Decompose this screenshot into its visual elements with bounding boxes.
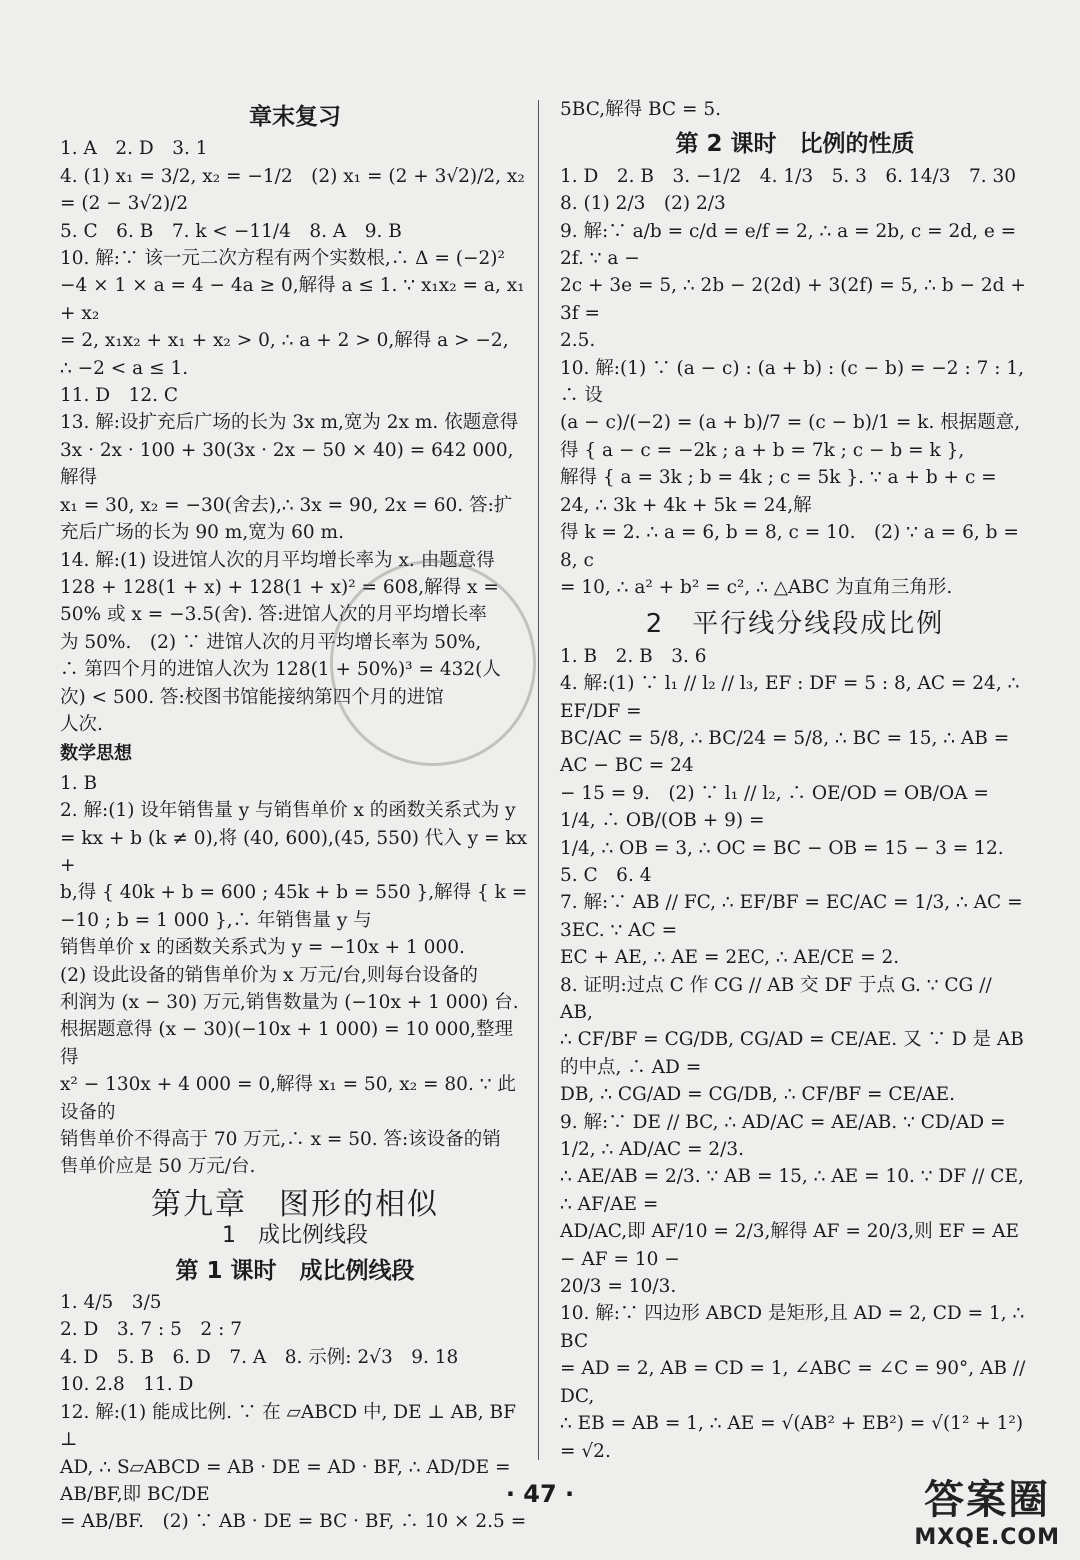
answer-line: 销售单价 x 的函数关系式为 y = −10x + 1 000. xyxy=(60,937,465,959)
answer-line: 2c + 3e = 5, ∴ 2b − 2(2d) + 3(2f) = 5, ∴ b − 2d + 3f = xyxy=(560,275,1026,324)
answer-line: (a − c)/(−2) = (a + b)/7 = (c − b)/1 = k. 根据题意,得 { a − c = −2k ; a + b = 7k ; c − b = k }, xyxy=(560,412,1021,461)
answer-line: BC/AC = 5/8, ∴ BC/24 = 5/8, ∴ BC = 15, ∴ AB = AC − BC = 24 xyxy=(560,727,1010,777)
left-column xyxy=(60,96,530,1536)
answer-line: 次) < 500. 答:校图书馆能接纳第四个月的进馆 xyxy=(60,686,444,708)
answer-line: 3x · 2x · 100 + 30(3x · 2x − 50 × 40) = 642 000,解得 xyxy=(60,439,514,489)
answer-line: = 10, ∴ a² + b² = c², ∴ △ABC 为直角三角形. xyxy=(560,576,953,598)
answer-line: 为 50%. (2) ∵ 进馆人次的月平均增长率为 50%, xyxy=(60,631,482,653)
answer-line: 10. 2.8 11. D xyxy=(60,1374,194,1396)
answer-line: 5BC,解得 BC = 5. xyxy=(560,99,721,120)
right-answers-b xyxy=(560,163,1030,602)
answer-line: 20/3 = 10/3. xyxy=(560,1276,677,1298)
answer-line: 根据题意得 (x − 30)(−10x + 1 000) = 10 000,整理得 xyxy=(60,1019,514,1068)
answer-line: = AB/BF. (2) ∵ AB · DE = BC · BF, ∴ 10 × 2.5 = xyxy=(60,1511,527,1533)
right-answers-a xyxy=(560,96,1030,123)
math-thinking-title: 数学思想 xyxy=(60,743,132,765)
answer-line: 10. 解:∵ 该一元二次方程有两个实数根,∴ Δ = (−2)² xyxy=(60,248,505,270)
answer-line: 9. 解:∵ DE // BC, ∴ AD/AC = AE/AB. ∵ CD/AD = 1/2, ∴ AD/AC = 2/3. xyxy=(560,1111,1006,1161)
answer-line: 5. C 6. 4 xyxy=(560,864,652,886)
answer-line: ∴ CF/BF = CG/DB, CG/AD = CE/AE. 又 ∵ D 是 AB 的中点, ∴ AD = xyxy=(560,1029,1024,1078)
page-number: · 47 · xyxy=(505,1480,575,1508)
answer-line: −4 × 1 × a = 4 − 4a ≥ 0,解得 a ≤ 1. ∵ x₁x₂ = a, x₁ + x₂ xyxy=(60,275,525,324)
right-answers-c xyxy=(560,643,1030,1465)
answer-line: 销售单价不得高于 70 万元,∴ x = 50. 答:该设备的销 xyxy=(60,1129,501,1151)
answer-line: 2.5. xyxy=(560,330,596,352)
answer-line: 人次. xyxy=(60,713,103,735)
answer-line: 1. B 2. B 3. 6 xyxy=(560,645,707,667)
section-title-proportional-segments: 1 成比例线段 xyxy=(222,1223,368,1249)
answer-line: 8. (1) 2/3 (2) 2/3 xyxy=(560,193,726,215)
left-answers-b xyxy=(60,770,530,1181)
answer-line: 50% 或 x = −3.5(舍). 答:进馆人次的月平均增长率 xyxy=(60,604,487,626)
answer-line: ∴ EB = AB = 1, ∴ AE = √(AB² + EB²) = √(1² + 1²) = √2. xyxy=(560,1413,1024,1462)
answer-line: 7. 解:∵ AB // FC, ∴ EF/BF = EC/AC = 1/3, ∴ AC = 3EC. ∵ AC = xyxy=(560,892,1023,941)
answer-line: = AD = 2, AB = CD = 1, ∠ABC = ∠C = 90°, AB // DC, xyxy=(560,1358,1026,1407)
answer-line: 1. 4/5 3/5 xyxy=(60,1292,162,1314)
answer-line: 2. D 3. 7 : 5 2 : 7 xyxy=(60,1319,242,1341)
answer-line: 13. 解:设扩充后广场的长为 3x m,宽为 2x m. 依题意得 xyxy=(60,412,519,434)
answer-line: 5. C 6. B 7. k < −11/4 8. A 9. B xyxy=(60,220,402,242)
answer-line: 2. 解:(1) 设年销售量 y 与销售单价 x 的函数关系式为 y xyxy=(60,800,516,822)
answer-line: 解得 { a = 3k ; b = 4k ; c = 5k }. ∵ a + b + c = 24, ∴ 3k + 4k + 5k = 24,解 xyxy=(560,467,997,516)
lesson-1-title: 第 1 课时 成比例线段 xyxy=(175,1257,415,1284)
chapter-title: 第九章 图形的相似 xyxy=(151,1186,439,1222)
answer-line: 10. 解:∵ 四边形 ABCD 是矩形,且 AD = 2, CD = 1, ∴ BC xyxy=(560,1303,1025,1352)
answer-line: 充后广场的长为 90 m,宽为 60 m. xyxy=(60,522,344,544)
answer-line: 利润为 (x − 30) 万元,销售数量为 (−10x + 1 000) 台. xyxy=(60,992,519,1013)
section-title-chapter-review: 章末复习 xyxy=(249,104,341,130)
lesson-2-title: 第 2 课时 比例的性质 xyxy=(675,131,915,158)
answer-line: − 15 = 9. (2) ∵ l₁ // l₂, ∴ OE/OD = OB/OA = 1/4, ∴ OB/(OB + 9) = xyxy=(560,782,989,832)
answer-line: x₁ = 30, x₂ = −30(舍去),∴ 3x = 90, 2x = 60. 答:扩 xyxy=(60,494,513,516)
answer-line: ∴ AE/AB = 2/3. ∵ AB = 15, ∴ AE = 10. ∵ DF // CE, ∴ AF/AE = xyxy=(560,1166,1024,1215)
answer-line: 1/4, ∴ OB = 3, ∴ OC = BC − OB = 15 − 3 = 12. xyxy=(560,837,1004,859)
answer-line: 8. 证明:过点 C 作 CG // AB 交 DF 于点 G. ∵ CG // AB, xyxy=(560,974,992,1023)
answer-line: 1. B xyxy=(60,772,98,794)
answer-line: 12. 解:(1) 能成比例. ∵ 在 ▱ABCD 中, DE ⊥ AB, BF ⊥ xyxy=(60,1401,516,1451)
section-title-parallel-lines: 2 平行线分线段成比例 xyxy=(645,609,945,640)
answer-line: 1. A 2. D 3. 1 xyxy=(60,138,208,160)
answer-line: ∴ −2 < a ≤ 1. xyxy=(60,357,189,379)
answer-line: EC + AE, ∴ AE = 2EC, ∴ AE/CE = 2. xyxy=(560,947,900,969)
answer-line: 4. 解:(1) ∵ l₁ // l₂ // l₃, EF : DF = 5 : 8, AC = 24, ∴ EF/DF = xyxy=(560,673,1020,722)
site-watermark xyxy=(914,1468,1060,1550)
answer-line: 128 + 128(1 + x) + 128(1 + x)² = 608,解得 x = xyxy=(60,576,499,598)
watermark-site: MXQE.COM xyxy=(914,1525,1060,1550)
answer-line: 1. D 2. B 3. −1/2 4. 1/3 5. 3 6. 14/3 7. 30 xyxy=(560,165,1017,187)
answer-line: b,得 { 40k + b = 600 ; 45k + b = 550 },解得 { k = −10 ; b = 1 000 },∴ 年销售量 y 与 xyxy=(60,882,528,931)
right-column xyxy=(560,96,1030,1465)
answer-line: DB, ∴ CG/AD = CG/DB, ∴ CF/BF = CE/AE. xyxy=(560,1084,956,1106)
answer-line: (2) 设此设备的销售单价为 x 万元/台,则每台设备的 xyxy=(60,964,478,986)
answer-line: 11. D 12. C xyxy=(60,385,179,407)
answer-line: x² − 130x + 4 000 = 0,解得 x₁ = 50, x₂ = 80. ∵ 此设备的 xyxy=(60,1074,516,1123)
column-divider xyxy=(538,100,539,1460)
answer-line: = kx + b (k ≠ 0),将 (40, 600),(45, 550) 代入 y = kx + xyxy=(60,827,528,876)
watermark-logo: 答案圈 xyxy=(924,1477,1051,1523)
answer-line: 得 k = 2. ∴ a = 6, b = 8, c = 10. (2) ∵ a = 6, b = 8, c xyxy=(560,522,1019,571)
answer-line: ∴ 第四个月的进馆人次为 128(1 + 50%)³ = 432(人 xyxy=(60,659,501,681)
answer-line: 4. D 5. B 6. D 7. A 8. 示例: 2√3 9. 18 xyxy=(60,1346,459,1368)
answer-line: 10. 解:(1) ∵ (a − c) : (a + b) : (c − b) = −2 : 7 : 1, ∴ 设 xyxy=(560,357,1024,407)
answer-line: 售单价应是 50 万元/台. xyxy=(60,1156,256,1178)
answer-line: = 2, x₁x₂ + x₁ + x₂ > 0, ∴ a + 2 > 0,解得 a > −2, xyxy=(60,330,509,352)
answer-line: AD, ∴ S▱ABCD = AB · DE = AD · BF, ∴ AD/DE = AB/BF,即 BC/DE xyxy=(60,1456,511,1505)
answer-line: AD/AC,即 AF/10 = 2/3,解得 AF = 20/3,则 EF = AE − AF = 10 − xyxy=(560,1221,1020,1270)
answer-line: 4. (1) x₁ = 3/2, x₂ = −1/2 (2) x₁ = (2 + 3√2)/2, x₂ = (2 − 3√2)/2 xyxy=(60,165,525,215)
answer-line: 14. 解:(1) 设进馆人次的月平均增长率为 x. 由题意得 xyxy=(60,549,495,571)
answer-line: 9. 解:∵ a/b = c/d = e/f = 2, ∴ a = 2b, c = 2d, e = 2f. ∵ a − xyxy=(560,220,1017,270)
